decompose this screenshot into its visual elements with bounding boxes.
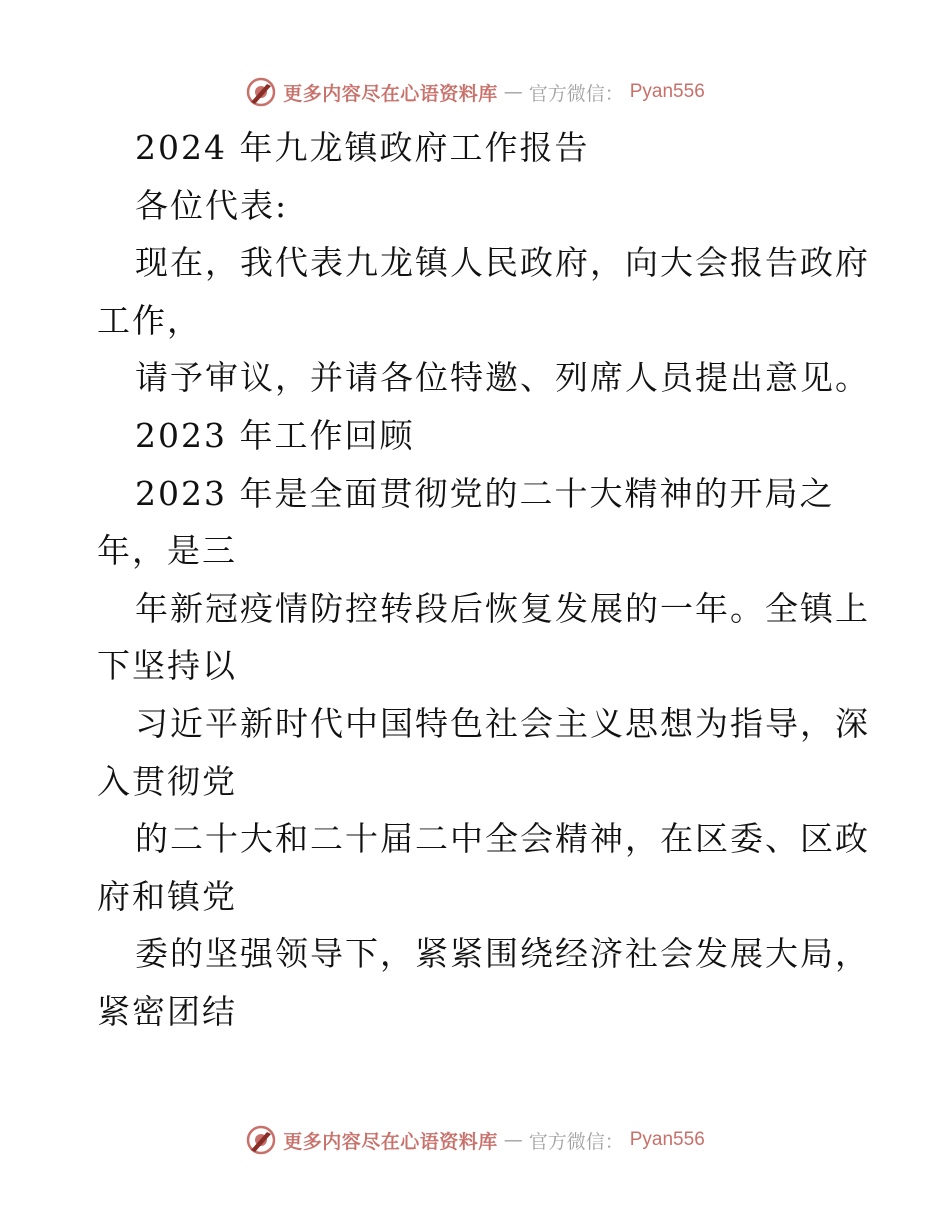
paragraph-line: 现在，我代表九龙镇人民政府，向大会报告政府: [135, 243, 870, 283]
salutation: 各位代表:: [135, 185, 289, 225]
paragraph-line: 的二十大和二十届二中全会精神，在区委、区政: [135, 819, 870, 859]
paragraph-line: 请予审议，并请各位特邀、列席人员提出意见。: [135, 358, 870, 398]
watermark-wechat-id: Pyan556: [629, 81, 705, 102]
watermark-dash: —: [503, 81, 523, 103]
document-body: [97, 119, 870, 1041]
watermark-sub-text: 官方微信：: [528, 1130, 624, 1153]
section-heading: 2023 年工作回顾: [135, 415, 415, 455]
paragraph-line: 习近平新时代中国特色社会主义思想为指导，深: [135, 703, 870, 743]
header-watermark: [0, 72, 950, 112]
brand-logo-icon: [245, 76, 277, 108]
footer-watermark: [0, 1120, 950, 1160]
paragraph-line: 委的坚强领导下，紧紧围绕经济社会发展大局，: [135, 934, 870, 974]
watermark-dash: —: [503, 1129, 523, 1151]
paragraph-line: 府和镇党: [97, 876, 237, 916]
document-title: 2024 年九龙镇政府工作报告: [135, 128, 590, 167]
paragraph-line: 2023 年是全面贯彻党的二十大精神的开局之: [135, 473, 835, 513]
paragraph-line: 工作，: [97, 300, 202, 340]
brand-logo-icon: [245, 1124, 277, 1156]
paragraph-line: 年，是三: [97, 531, 237, 571]
watermark-main-text: 更多内容尽在心语资料库: [283, 1130, 498, 1153]
watermark-wechat-id: Pyan556: [629, 1129, 705, 1150]
paragraph-line: 下坚持以: [97, 646, 237, 686]
paragraph-line: 入贯彻党: [97, 761, 237, 801]
watermark-sub-text: 官方微信：: [528, 82, 624, 105]
paragraph-line: 年新冠疫情防控转段后恢复发展的一年。全镇上: [135, 588, 870, 628]
paragraph-line: 紧密团结: [97, 991, 237, 1031]
watermark-main-text: 更多内容尽在心语资料库: [283, 82, 498, 105]
